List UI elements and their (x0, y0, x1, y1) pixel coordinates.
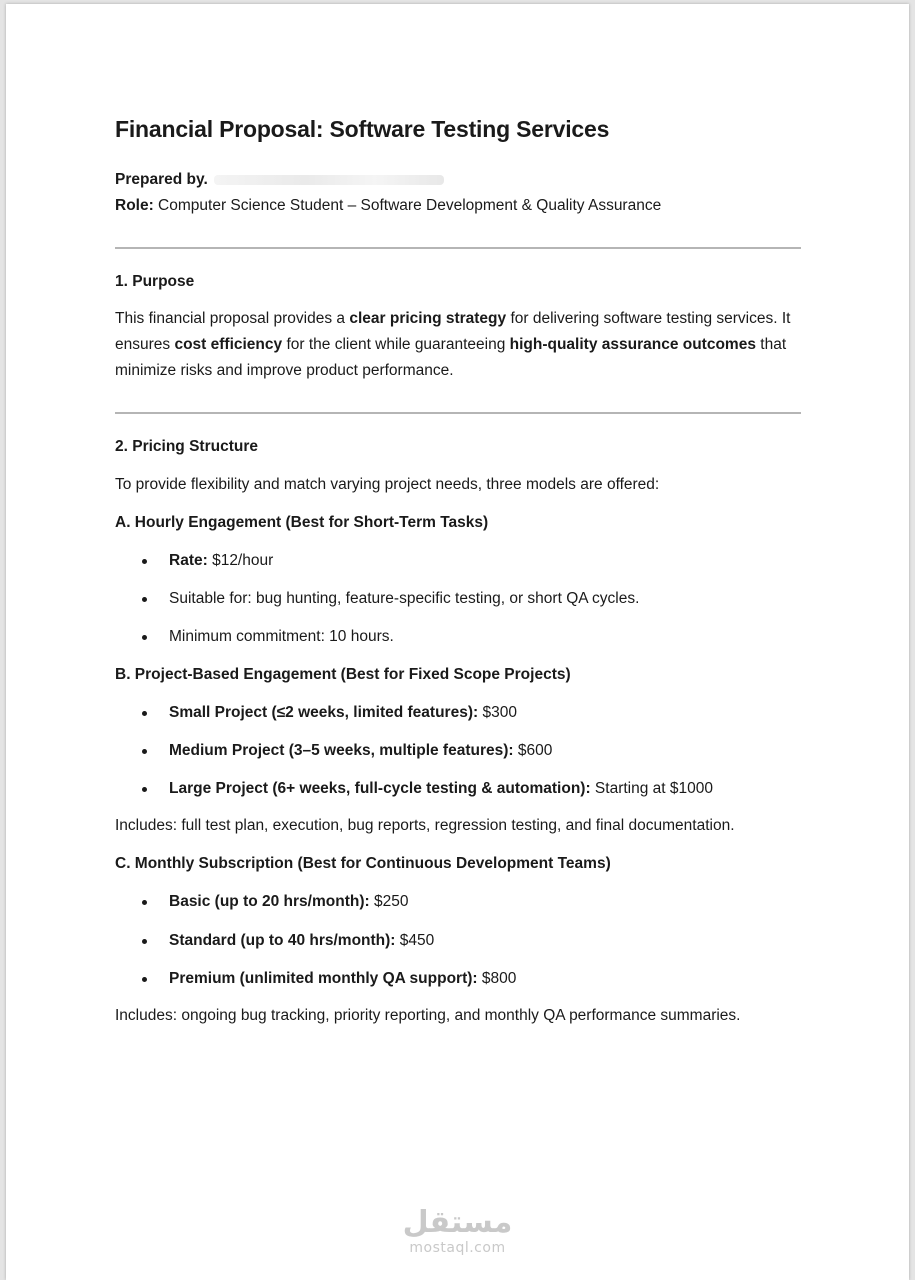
pricing-heading (115, 438, 258, 456)
bullet-icon (142, 977, 147, 982)
page-title: Financial Proposal: Software Testing Services (115, 116, 610, 142)
monthly-heading (115, 855, 611, 873)
divider (115, 412, 801, 414)
document-page (6, 4, 909, 1280)
bullet-icon (142, 559, 147, 564)
item-label: Rate: (169, 552, 208, 569)
purpose-bold-2: cost efficiency (174, 336, 283, 353)
item-value: $12/hour (207, 552, 274, 569)
purpose-text-2: for delivering software testing services. It ensures (115, 310, 791, 353)
item-value: $600 (513, 742, 553, 759)
divider (115, 247, 801, 249)
purpose-bold-1: clear pricing strategy (349, 310, 507, 327)
monthly-includes: Includes: ongoing bug tracking, priority reporting, and monthly QA performance summaries. (115, 1007, 741, 1024)
purpose-paragraph (115, 306, 805, 384)
role-label: Role: (115, 197, 154, 214)
bullet-icon (142, 900, 147, 905)
item-label: Standard (up to 40 hrs/month): (169, 932, 396, 949)
role-value: Computer Science Student – Software Development & Quality Assurance (153, 197, 662, 214)
item-value: Suitable for: bug hunting, feature-specific testing, or short QA cycles. (169, 590, 640, 607)
item-label: Small Project (≤2 weeks, limited features): (169, 704, 479, 721)
project-includes: Includes: full test plan, execution, bug reports, regression testing, and final documentation. (115, 817, 735, 834)
role-line (115, 197, 661, 215)
item-value: $800 (477, 970, 517, 987)
purpose-heading-text: 1. Purpose (115, 273, 195, 290)
monthly-heading-text: C. Monthly Subscription (Best for Continuous Development Teams) (115, 855, 611, 872)
item-label: Medium Project (3–5 weeks, multiple features): (169, 742, 514, 759)
bullet-icon (142, 597, 147, 602)
purpose-text-1: This financial proposal provides a (115, 310, 350, 327)
bullet-icon (142, 635, 147, 640)
bullet-icon (142, 749, 147, 754)
hourly-heading-text: A. Hourly Engagement (Best for Short-Term Tasks) (115, 514, 489, 531)
item-value: $450 (395, 932, 435, 949)
item-value: Minimum commitment: 10 hours. (169, 628, 394, 645)
purpose-text-4: that minimize risks and improve product performance. (115, 336, 787, 379)
prepared-by-label: Prepared by. (115, 171, 208, 188)
project-heading-text: B. Project-Based Engagement (Best for Fixed Scope Projects) (115, 666, 571, 683)
project-heading (115, 666, 571, 684)
purpose-bold-3: high-quality assurance outcomes (509, 336, 756, 353)
item-label: Large Project (6+ weeks, full-cycle testing & automation): (169, 780, 591, 797)
prepared-by-line (115, 171, 444, 189)
purpose-text-3: for the client while guaranteeing (282, 336, 510, 353)
item-value: Starting at $1000 (590, 780, 713, 797)
item-value: $250 (369, 893, 409, 910)
bullet-icon (142, 711, 147, 716)
purpose-heading (115, 273, 194, 291)
watermark-url: mostaql.com (409, 1240, 506, 1256)
bullet-icon (142, 939, 147, 944)
watermark (6, 1206, 909, 1256)
pricing-intro: To provide flexibility and match varying project needs, three models are offered: (115, 476, 660, 493)
bullet-icon (142, 787, 147, 792)
item-label: Basic (up to 20 hrs/month): (169, 893, 370, 910)
item-label: Premium (unlimited monthly QA support): (169, 970, 478, 987)
redacted-name (214, 175, 444, 185)
item-value: $300 (478, 704, 517, 721)
watermark-logo: مستقل (402, 1205, 513, 1240)
hourly-heading (115, 514, 488, 532)
pricing-heading-text: 2. Pricing Structure (115, 438, 258, 455)
